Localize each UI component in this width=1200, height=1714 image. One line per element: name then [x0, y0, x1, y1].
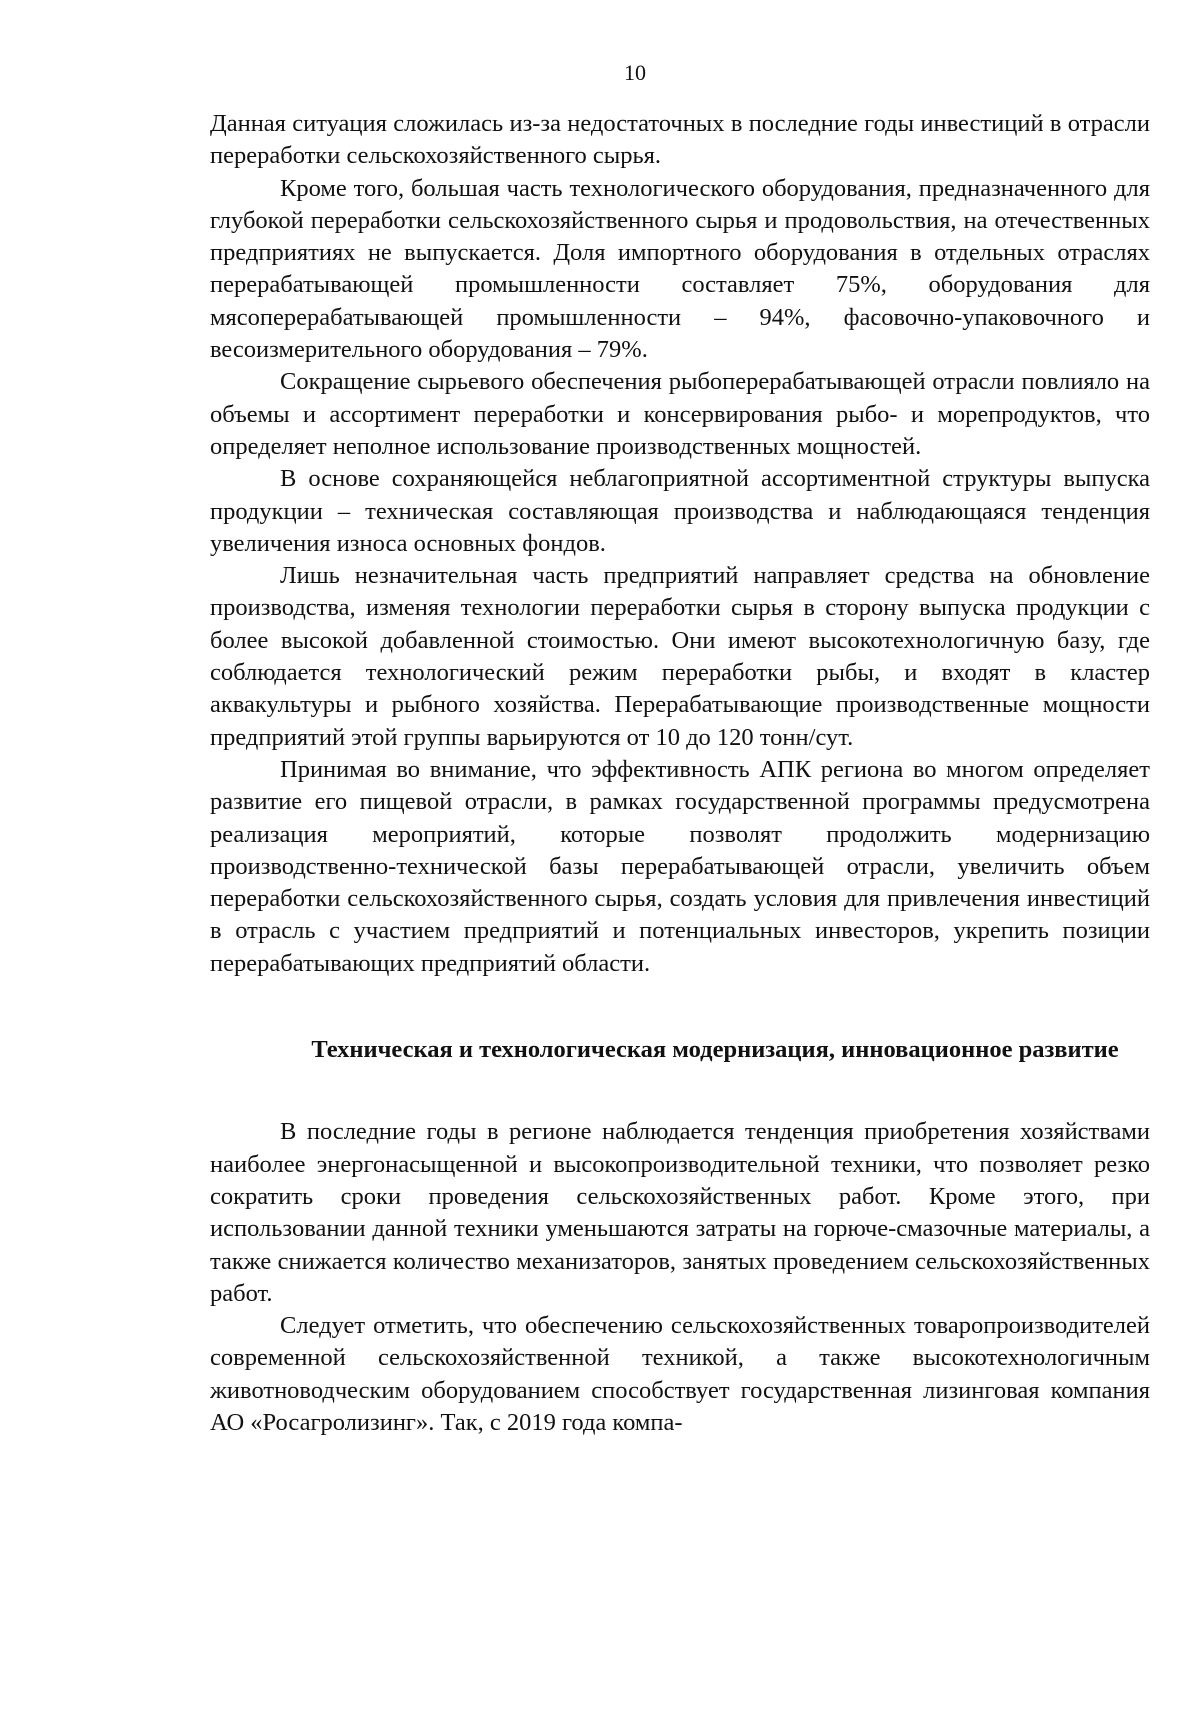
paragraph-rosagroleasing: Следует отметить, что обеспечению сельскохозяйственных товаропроизводителей современной сельскохозяйственной техникой, а также высокотехнологичным животноводческим оборудованием способствует государственная лизинговая компания АО «Росагролизинг». Так, с 2019 года компа- — [210, 1312, 1150, 1436]
paragraph-imported-equipment: Кроме того, большая часть технологического оборудования, предназначенного для глубокой переработки сельскохозяйственного сырья и продовольствия, на отечественных предприятиях не выпускается. Доля импортного оборудования в отдельных отраслях перерабатывающей промышленности составляет 75%, оборудования для мясоперерабатывающей промышленности – 94%, фасовочно-упаковочного и весоизмерительного оборудования – 79%. — [210, 174, 1150, 364]
page-number: 10 — [624, 60, 646, 85]
document-body — [210, 108, 1150, 1439]
paragraph-fish-processing: Сокращение сырьевого обеспечения рыбоперерабатывающей отрасли повлияло на объемы и ассортимент переработки и консервирования рыбо- и морепродуктов, что определяет неполное использование производственных мощностей. — [210, 368, 1150, 460]
paragraph-assortment-structure: В основе сохраняющейся неблагоприятной ассортиментной структуры выпуска продукции – техническая составляющая производства и наблюдающаяся тенденция увеличения износа основных фондов. — [210, 465, 1150, 557]
paragraph-investment-situation: Данная ситуация сложилась из-за недостаточных в последние годы инвестиций в отрасли переработки сельскохозяйственного сырья. — [210, 110, 1150, 170]
paragraph-machinery-trend: В последние годы в регионе наблюдается тенденция приобретения хозяйствами наиболее энергонасыщенной и высокопроизводительной техники, что позволяет резко сократить сроки проведения сельскохозяйственных работ. Кроме этого, при использовании данной техники уменьшаются затраты на горюче-смазочные материалы, а также снижается количество механизаторов, занятых проведением сельскохозяйственных работ. — [210, 1118, 1150, 1307]
paragraph-state-program: Принимая во внимание, что эффективность АПК региона во многом определяет развитие его пищевой отрасли, в рамках государственной программы предусмотрена реализация мероприятий, которые позволят продолжить модернизацию производственно-технической базы перерабатывающей отрасли, увеличить объем переработки сельскохозяйственного сырья, создать условия для привлечения инвестиций в отрасль с участием предприятий и потенциальных инвесторов, укрепить позиции перерабатывающих предприятий области. — [210, 755, 1150, 977]
paragraph-production-upgrade: Лишь незначительная часть предприятий направляет средства на обновление производства, изменяя технологии переработки сырья в сторону выпуска продукции с более высокой добавленной стоимостью. Они имеют высокотехнологичную базу, где соблюдается технологический режим переработки рыбы, и входят в кластер аквакультуры и рыбного хозяйства. Перерабатывающие производственные мощности предприятий этой группы варьируются от 10 до 120 тонн/сут. — [210, 562, 1150, 751]
section-heading: Техническая и технологическая модернизация, инновационное развитие — [311, 1036, 1119, 1064]
